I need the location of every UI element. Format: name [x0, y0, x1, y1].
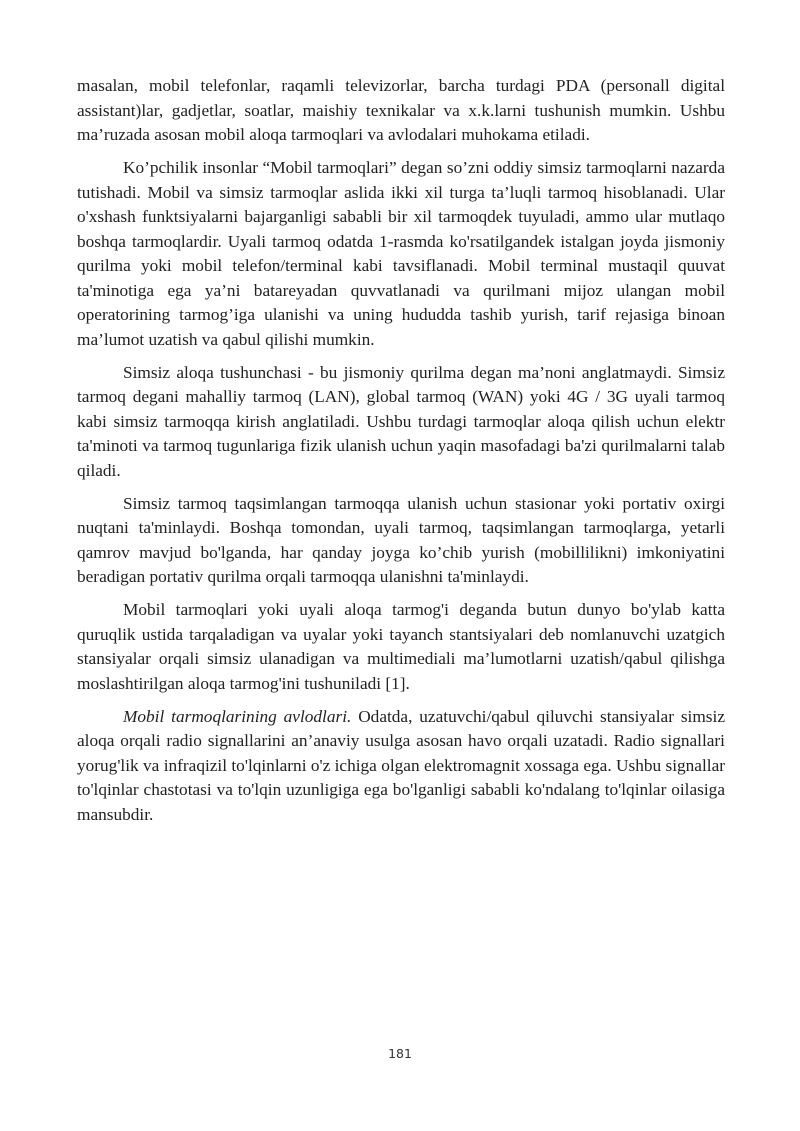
paragraph-wireless-endpoint: Simsiz tarmoq taqsimlangan tarmoqqa ulanish uchun stasionar yoki portativ oxirgi nuqtani ta'minlaydi. Boshqa tomondan, uyali tarmoq, taqsimlangan tarmoqlarga, yetarli qamrov mavjud bo'lganda, har qanday joyga ko’chib yurish (mobillilikni) imkoniyatini beradigan portativ qurilma orqali tarmoqqa ulanishni ta'minlaydi.	[77, 493, 725, 586]
paragraph-continuation: masalan, mobil telefonlar, raqamli televizorlar, barcha turdagi PDA (personall digital assistant)lar, gadjetlar, soatlar, maishiy texnikalar va x.k.larni tushunish mumkin. Ushbu ma’ruzada asosan mobil aloqa tarmoqlari va avlodalari muhokama etiladi.	[77, 76, 725, 144]
paragraph-mobile-vs-wireless: Ko’pchilik insonlar “Mobil tarmoqlari” degan so’zni oddiy simsiz tarmoqlarni nazarda tutishadi. Mobil va simsiz tarmoqlar aslida ikki xil turga ta’luqli tarmoq hisoblanadi. Ular o'xshash funktsiyalarni bajarganligi sababli bir xil tarmoqdek tuyuladi, ammo ular mutlaqo boshqa tarmoqlardir. Uyali tarmoq odatda 1-rasmda ko'rsatilgandek istalgan joyda jismoniy qurilma yoki mobil telefon/terminal kabi tavsiflanadi. Mobil terminal mustaqil quuvat ta'minotiga ega ya’ni batareyadan quvvatlanadi va qurilmani mijoz ulangan mobil operatorining tarmog’iga ulanishi va uning hududda tashib yurish, tarif rejasiga binoan ma’lumot uzatish va qabul qilishi mumkin.	[77, 158, 725, 349]
paragraph-cellular-definition: Mobil tarmoqlari yoki uyali aloqa tarmog'i deganda butun dunyo bo'ylab katta quruqlik ustida tarqaladigan va uyalar yoki tayanch stantsiyalari deb nomlanuvchi uzatgich stansiyalar orqali simsiz ulanadigan va multimediali ma’lumotlarni uzatish/qabul qilishga moslashtirilgan aloqa tarmog'ini tushuniladi [1].	[77, 600, 725, 693]
paragraph-wireless-concept: Simsiz aloqa tushunchasi - bu jismoniy qurilma degan ma’noni anglatmaydi. Simsiz tarmoq degani mahalliy tarmoq (LAN), global tarmoq (WAN) yoki 4G / 3G uyali tarmoq kabi simsiz tarmoqqa kirish anglatiladi. Ushbu turdagi tarmoqlar aloqa qilish uchun elektr ta'minoti va tarmoq tugunlariga fizik ulanish uchun yaqin masofadagi ba'zi qurilmalarni talab qiladi.	[77, 362, 725, 480]
paragraph-generations	[77, 705, 725, 828]
section-lead-heading: Mobil tarmoqlarining avlodlari.	[123, 706, 352, 726]
document-body	[77, 74, 725, 836]
page-number: 181	[388, 1046, 412, 1061]
paragraph-generations-text: Odatda, uzatuvchi/qabul qiluvchi stansiyalar simsiz aloqa orqali radio signallarini an’anaviy usulga asosan havo orqali uzatadi. Radio signallari yorug'lik va infraqizil to'lqinlarni o'z ichiga olgan elektromagnit xossaga ega. Ushbu signallar to'lqinlar chastotasi va to'lqin uzunligiga ega bo'lganligi sababli ko'ndalang to'lqinlar oilasiga mansubdir.	[77, 706, 725, 824]
